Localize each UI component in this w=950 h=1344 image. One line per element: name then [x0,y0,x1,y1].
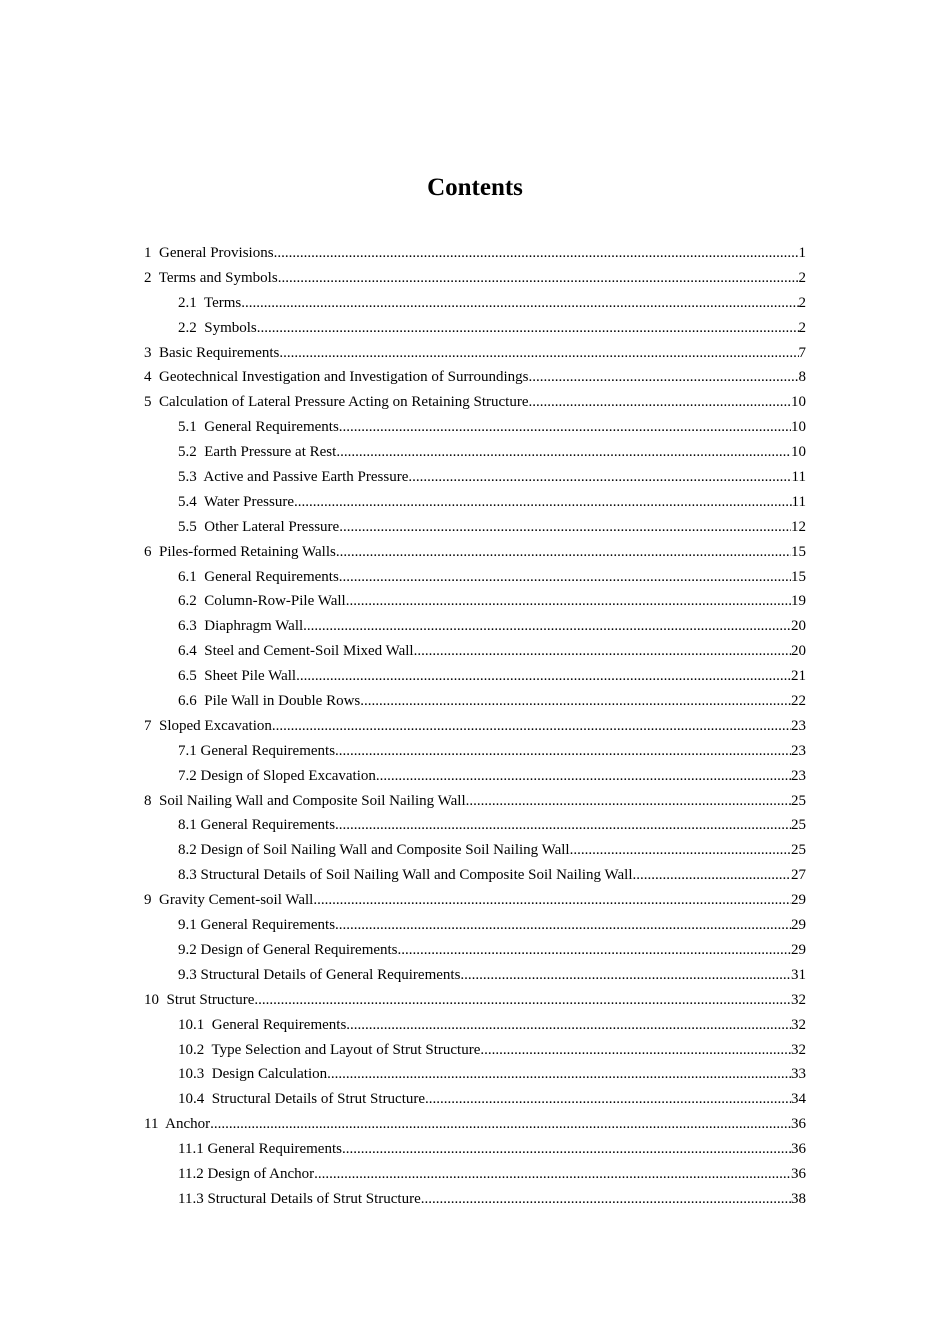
toc-entry-label: 10.3 Design Calculation [178,1066,328,1083]
toc-page-number: 23 [791,717,806,734]
dot-leader [339,565,791,590]
toc-section-entry[interactable] [144,689,806,714]
dot-leader [414,639,791,664]
toc-entry-label: 7.2 Design of Sloped Excavation [178,767,376,784]
toc-page-number: 15 [791,543,806,560]
toc-page-number: 29 [791,892,806,909]
table-of-contents [144,241,806,1212]
toc-entry-label: 5.2 Earth Pressure at Rest [178,444,337,461]
dot-leader [480,1038,791,1063]
toc-section-entry[interactable] [144,813,806,838]
toc-entry-label: 10.1 General Requirements [178,1016,347,1033]
toc-section-entry[interactable] [144,1187,806,1212]
dot-leader [278,266,799,291]
toc-section-entry[interactable] [144,938,806,963]
toc-section-entry[interactable] [144,440,806,465]
dot-leader [210,1112,791,1137]
dot-leader [294,490,792,515]
toc-section-entry[interactable] [144,1038,806,1063]
toc-section-entry[interactable] [144,415,806,440]
toc-section-entry[interactable] [144,589,806,614]
toc-entry-label: 4 Geotechnical Investigation and Investigation of Surroundings [144,369,529,386]
toc-entry-label: 6.4 Steel and Cement-Soil Mixed Wall [178,643,414,660]
toc-section-entry[interactable] [144,764,806,789]
toc-section-entry[interactable] [144,863,806,888]
dot-leader [313,888,791,913]
toc-page-number: 27 [791,867,806,884]
toc-page-number: 8 [798,369,806,386]
toc-page-number: 32 [791,991,806,1008]
toc-entry-label: 7.1 General Requirements [178,742,336,759]
toc-entry-label: 8 Soil Nailing Wall and Composite Soil Nailing Wall [144,792,466,809]
toc-page-number: 31 [791,966,806,983]
toc-section-entry[interactable] [144,1137,806,1162]
dot-leader [254,988,791,1013]
toc-page-number: 1 [798,245,806,261]
toc-page-number: 21 [791,668,806,685]
toc-chapter-entry[interactable] [144,365,806,390]
toc-page-number: 11 [791,493,806,510]
toc-entry-label: 6 Piles-formed Retaining Walls [144,543,336,560]
dot-leader [633,863,792,888]
toc-page-number: 29 [791,917,806,934]
dot-leader [570,838,791,863]
dot-leader [346,1013,791,1038]
toc-section-entry[interactable] [144,1162,806,1187]
dot-leader [336,540,791,565]
toc-entry-label: 5 Calculation of Lateral Pressure Acting on Retaining Structure [144,394,529,411]
toc-entry-label: 8.3 Structural Details of Soil Nailing Wall and Composite Soil Nailing Wall [178,867,633,884]
page-title: Contents [427,174,523,201]
toc-section-entry[interactable] [144,838,806,863]
toc-chapter-entry[interactable] [144,390,806,415]
dot-leader [346,589,791,614]
toc-page-number: 25 [791,817,806,834]
toc-section-entry[interactable] [144,1087,806,1112]
dot-leader [529,390,792,415]
toc-page-number: 22 [791,693,806,710]
toc-section-entry[interactable] [144,490,806,515]
toc-entry-label: 5.3 Active and Passive Earth Pressure [178,469,409,486]
dot-leader [336,440,791,465]
toc-page-number: 33 [791,1066,806,1083]
toc-page-number: 36 [791,1116,806,1133]
toc-chapter-entry[interactable] [144,988,806,1013]
toc-chapter-entry[interactable] [144,789,806,814]
toc-entry-label: 9.3 Structural Details of General Requirements [178,966,461,983]
toc-entry-label: 8.2 Design of Soil Nailing Wall and Composite Soil Nailing Wall [178,842,570,859]
dot-leader [339,415,791,440]
dot-leader [335,913,791,938]
toc-page-number: 7 [798,344,806,361]
toc-entry-label: 10 Strut Structure [144,991,255,1008]
dot-leader [335,813,791,838]
toc-page-number: 2 [798,294,806,311]
toc-page-number: 2 [798,319,806,336]
toc-page-number: 38 [791,1190,806,1207]
toc-page-number: 36 [791,1141,806,1158]
toc-page-number: 36 [791,1165,806,1182]
toc-chapter-entry[interactable] [144,714,806,739]
toc-entry-label: 11.1 General Requirements [178,1141,342,1158]
dot-leader [303,614,791,639]
toc-entry-label: 5.1 General Requirements [178,419,339,436]
toc-page-number: 29 [791,941,806,958]
toc-chapter-entry[interactable] [144,341,806,366]
dot-leader [339,515,791,540]
toc-page-number: 20 [791,618,806,635]
toc-section-entry[interactable] [144,963,806,988]
dot-leader [408,465,791,490]
toc-entry-label: 11 Anchor [144,1116,211,1133]
toc-entry-label: 9.2 Design of General Requirements [178,941,398,958]
toc-page-number: 23 [791,742,806,759]
dot-leader [335,739,791,764]
dot-leader [296,664,791,689]
dot-leader [529,365,799,390]
toc-chapter-entry[interactable] [144,540,806,565]
toc-entry-label: 8.1 General Requirements [178,817,336,834]
toc-entry-label: 6.3 Diaphragm Wall [178,618,304,635]
toc-section-entry[interactable] [144,1013,806,1038]
toc-chapter-entry[interactable] [144,241,806,266]
toc-entry-label: 1 General Provisions [144,245,274,261]
toc-section-entry[interactable] [144,465,806,490]
toc-entry-label: 3 Basic Requirements [144,344,280,361]
toc-chapter-entry[interactable] [144,266,806,291]
toc-section-entry[interactable] [144,291,806,316]
dot-leader [421,1187,791,1212]
toc-page-number: 2 [798,269,806,286]
toc-entry-label: 6.6 Pile Wall in Double Rows [178,693,361,710]
toc-entry-label: 10.4 Structural Details of Strut Structure [178,1091,426,1108]
toc-entry-label: 10.2 Type Selection and Layout of Strut Structure [178,1041,481,1058]
toc-entry-label: 6.1 General Requirements [178,568,339,585]
toc-page-number: 10 [791,419,806,436]
toc-page-number: 12 [791,518,806,535]
toc-entry-label: 2.1 Terms [178,294,242,311]
toc-entry-label: 11.2 Design of Anchor [178,1165,315,1182]
dot-leader [279,341,798,366]
toc-section-entry[interactable] [144,639,806,664]
dot-leader [327,1062,791,1087]
dot-leader [360,689,791,714]
toc-entry-label: 5.4 Water Pressure [178,493,294,510]
dot-leader [398,938,791,963]
toc-page-number: 25 [791,792,806,809]
toc-section-entry[interactable] [144,913,806,938]
toc-section-entry[interactable] [144,316,806,341]
toc-entry-label: 2 Terms and Symbols [144,269,278,286]
toc-chapter-entry[interactable] [144,1112,806,1137]
toc-page-number: 34 [791,1091,806,1108]
toc-section-entry[interactable] [144,1062,806,1087]
dot-leader [425,1087,791,1112]
toc-entry-label: 6.5 Sheet Pile Wall [178,668,297,685]
dot-leader [241,291,798,316]
toc-page-number: 20 [791,643,806,660]
toc-section-entry[interactable] [144,515,806,540]
dot-leader [376,764,791,789]
toc-page-number: 19 [791,593,806,610]
toc-section-entry[interactable] [144,614,806,639]
toc-entry-label: 7 Sloped Excavation [144,717,272,734]
dot-leader [466,789,791,814]
dot-leader [314,1162,791,1187]
toc-chapter-entry[interactable] [144,888,806,913]
toc-entry-label: 5.5 Other Lateral Pressure [178,518,340,535]
toc-entry-label: 6.2 Column-Row-Pile Wall [178,593,346,610]
dot-leader [342,1137,791,1162]
toc-entry-label: 9 Gravity Cement-soil Wall [144,892,314,909]
toc-page-number: 25 [791,842,806,859]
toc-page-number: 10 [791,444,806,461]
toc-section-entry[interactable] [144,565,806,590]
toc-entry-label: 2.2 Symbols [178,319,257,336]
toc-entry-label: 9.1 General Requirements [178,917,336,934]
dot-leader [460,963,791,988]
toc-page-number: 32 [791,1041,806,1058]
toc-section-entry[interactable] [144,664,806,689]
toc-page-number: 32 [791,1016,806,1033]
dot-leader [257,316,799,341]
toc-page-number: 10 [791,394,806,411]
toc-page-number: 15 [791,568,806,585]
toc-entry-label: 11.3 Structural Details of Strut Structure [178,1190,421,1207]
dot-leader [274,241,799,266]
toc-page-number: 23 [791,767,806,784]
dot-leader [272,714,791,739]
toc-page-number: 11 [791,469,806,486]
toc-section-entry[interactable] [144,739,806,764]
